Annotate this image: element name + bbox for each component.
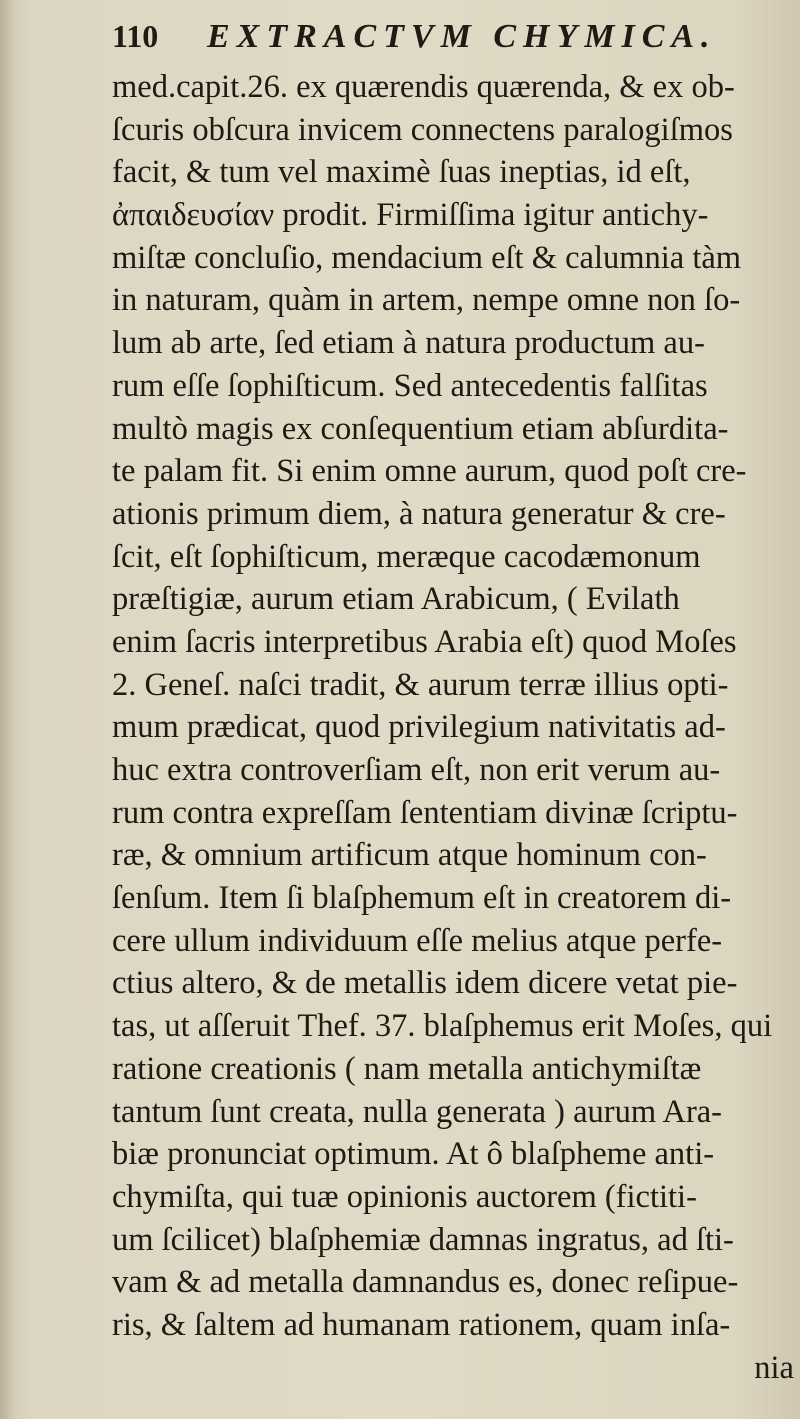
text-line: tas, ut aſſeruit Thef. 37. blaſphemus erit Moſes, qui — [112, 1008, 773, 1045]
text-line: chymiſta, qui tuæ opinionis auctorem (fictiti- — [112, 1178, 697, 1215]
text-line: ris, & ſaltem ad humanam rationem, quam inſa- — [112, 1306, 731, 1343]
text-line: ſcuris obſcura invicem connectens paralogiſmos — [112, 111, 733, 148]
text-line: ationis primum diem, à natura generatur & cre- — [112, 495, 726, 532]
text-line: rum contra expreſſam ſententiam divinæ ſcriptu- — [112, 794, 738, 831]
text-line: ræ, & omnium artificum atque hominum con- — [112, 837, 707, 874]
text-line: huc extra controverſiam eſt, non erit verum au- — [112, 752, 721, 788]
text-line: præſtigiæ, aurum etiam Arabicum, ( Evilath — [112, 581, 680, 618]
text-line: miſtæ concluſio, mendacium eſt & calumnia tàm — [112, 239, 742, 276]
text-line: ſcit, eſt ſophiſticum, meræque cacodæmonum — [112, 538, 701, 575]
text-line: cere ullum individuum eſſe melius atque perfe- — [112, 922, 723, 959]
text-line: med.capit.26. ex quærendis quærenda, & ex ob- — [112, 69, 735, 105]
text-line: ſenſum. Item ſi blaſphemum eſt in creatorem di- — [112, 880, 732, 917]
text-line: in naturam, quàm in artem, nempe omne non ſo- — [112, 282, 741, 319]
text-line: mum prædicat, quod privilegium nativitatis ad- — [112, 709, 726, 746]
text-line: facit, & tum vel maximè ſuas ineptias, id eſt, — [112, 154, 691, 191]
text-line: tantum ſunt creata, nulla generata ) aurum Ara- — [112, 1093, 723, 1130]
running-title: EXTRACTVM CHYMICA. — [207, 18, 717, 55]
page-header — [112, 18, 772, 62]
text-line: 2. Geneſ. naſci tradit, & aurum terræ illius opti- — [112, 666, 729, 703]
page-number: 110 — [112, 18, 159, 54]
text-line: lum ab arte, ſed etiam à natura productum au- — [112, 325, 705, 362]
text-line: ἀπαιδευσίαν prodit. Firmiſſima igitur antichy- — [112, 197, 709, 234]
text-line: enim ſacris interpretibus Arabia eſt) quod Moſes — [112, 623, 737, 660]
text-line: ctius altero, & de metallis idem dicere vetat pie- — [112, 965, 738, 1002]
text-line: biæ pronunciat optimum. At ô blaſpheme anti- — [112, 1136, 715, 1173]
text-line: rum eſſe ſophiſticum. Sed antecedentis falſitas — [112, 367, 708, 404]
text-line: multò magis ex conſequentium etiam abſurdita- — [112, 410, 729, 447]
catchword: nia — [754, 1349, 794, 1386]
body-text — [112, 66, 794, 1389]
text-line: te palam fit. Si enim omne aurum, quod poſt cre- — [112, 453, 747, 490]
text-line: um ſcilicet) blaſphemiæ damnas ingratus, ad ſti- — [112, 1221, 734, 1258]
page-gutter-shadow — [0, 0, 14, 1419]
text-line: ratione creationis ( nam metalla antichymiſtæ — [112, 1050, 702, 1087]
text-line: vam & ad metalla damnandus es, donec reſipue- — [112, 1264, 739, 1301]
